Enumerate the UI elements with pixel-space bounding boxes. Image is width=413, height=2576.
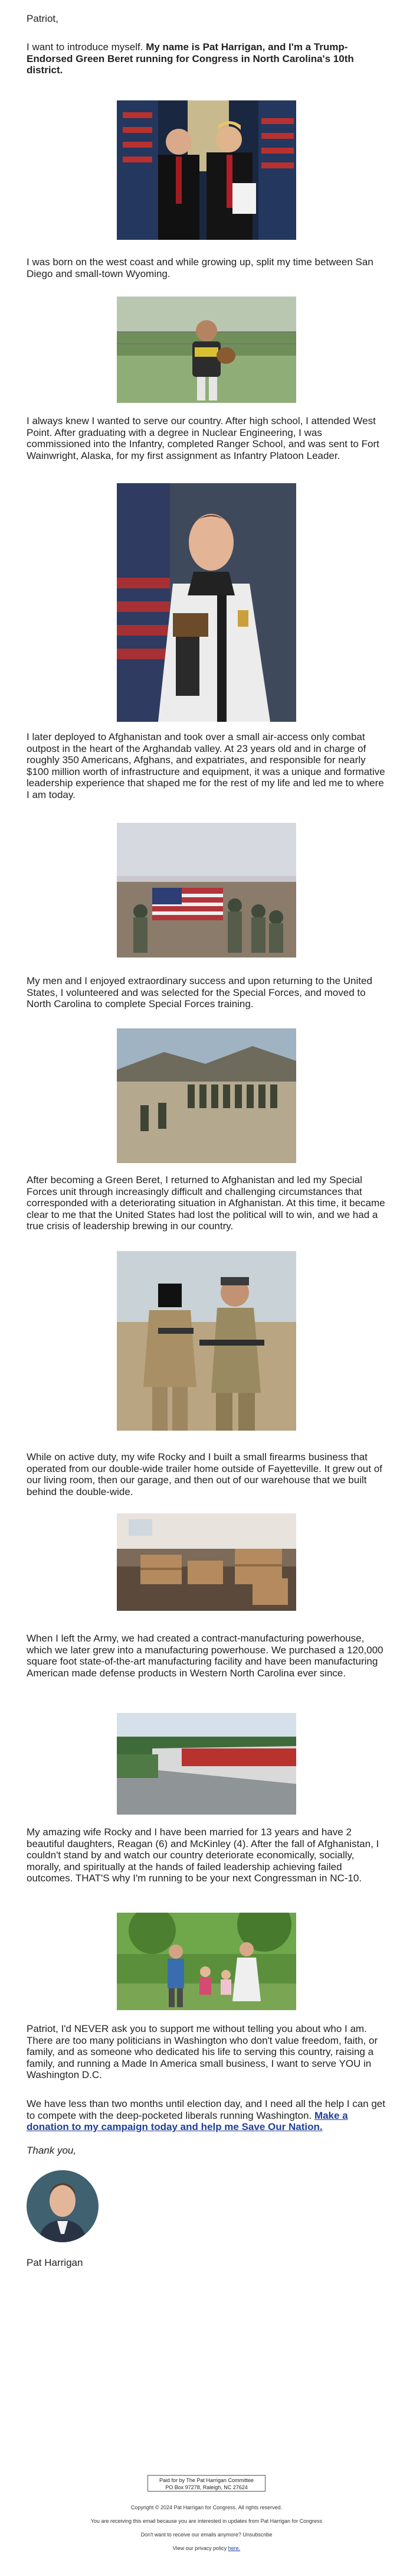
intro-lead: I want to introduce myself. [27,41,146,53]
intro-bold: My name is Pat Harrigan, and I'm a Trump-Endorsed Green Beret running for Congress in North Carolina's 10th district. [27,41,354,76]
donate-link[interactable]: Make a donation to my campaign today and help me Save Our Nation. [27,2109,348,2132]
privacy-prefix: View our privacy policy [172,2545,228,2551]
photo-childhood [117,297,296,403]
privacy-policy-link[interactable]: here. [228,2545,241,2551]
privacy-policy-line [0,2545,413,2551]
paragraph-1: I was born on the west coast and while growing up, split my time between San Diego and small-town Wyoming. [27,256,373,279]
signature-name: Pat Harrigan [27,2257,83,2268]
paragraph-3: I later deployed to Afghanistan and took over a small air-access only combat outpost in the heart of the Arghandab valley. At 23 years old and in charge of roughly 350 Americans, Afghans, and expatriates, and responsible for nearly $100 million worth of infrastructure and equipment, it was a unique and formative leadership experience that shaped me for the rest of my life and led me to where I am today. [27,731,385,800]
candidate-avatar [27,2170,99,2242]
paragraph-2: I always knew I wanted to serve our country. After high school, I attended West Point. After graduating with a degree in Nuclear Engineering, I was commissioned into the Infantry, completed Ranger School, and was sent to Fort Wainwright, Alaska, for my first assignment as Infantry Platoon Leader. [27,415,379,461]
greeting: Patriot, [27,13,58,24]
subscription-reason: You are receiving this email because you are interested in updates from Pat Harrigan for Congress [90,2518,323,2524]
closing-paragraph [27,2098,388,2133]
paid-for-line-1: Paid for by The Pat Harrigan Committee [159,2477,254,2483]
paragraph-9: Patriot, I'd NEVER ask you to support me without telling you about who I am. There are too many politicians in Washington who don't value freedom, faith, or family, and as someone who dedicated his life to serving this country, raising a family, and running a Made In America small business, I want to serve YOU in Washington D.C. [27,2023,378,2080]
paragraph-5: After becoming a Green Beret, I returned to Afghanistan and led my Special Forces unit through increasingly difficult and challenging circumstances that corresponded with a deteriorating situation in Afghanistan. At this time, it became clear to me that the United States had lost the political will to win, and we had a true crisis of leadership brewing in our country. [27,1174,385,1232]
paid-for-line-2: PO Box 97278, Raleigh, NC 27624 [165,2484,248,2490]
photo-trump-endorsement [117,100,296,240]
photo-manufacturing-facility [117,1713,296,1815]
paragraph-6: While on active duty, my wife Rocky and I built a small firearms business that operated from our double-wide trailer home outside of Fayetteville. It grew out of our living room, then our garage, and then out of our warehouse that we built behind the double-wide. [27,1451,382,1497]
paid-for-box [148,2475,266,2492]
paragraph-8: My amazing wife Rocky and I have been married for 13 years and have 2 beautiful daughters, Reagan (6) and McKinley (4). After the fall of Afghanistan, I couldn't stand by and watch our country deteriorate economically, socially, morally, and spiritually at the hands of failed leadership achieving failed outcomes. THAT'S why I'm running to be your next Congressman in NC-10. [27,1826,379,1884]
unsubscribe-text[interactable]: Don't want to receive our emails anymore? Unsubscribe [140,2532,273,2538]
photo-special-forces-training [117,1028,296,1163]
closing-text: We have less than two months until election day, and I need all the help I can get to compete with the deep-pocketed liberals running Washington. [27,2098,385,2121]
photo-family [117,1913,296,2010]
photo-firearms-business [117,1513,296,1611]
photo-green-beret-afghanistan [117,1251,296,1431]
intro-paragraph [27,41,388,76]
signoff: Thank you, [27,2145,77,2156]
copyright-text: Copyright © 2024 Pat Harrigan for Congress. All rights reserved. [130,2505,283,2510]
paragraph-7: When I left the Army, we had created a contract-manufacturing powerhouse, which we later grew into a manufacturing powerhouse. We purchased a 120,000 square foot state-of-the-art manufacturing facility and have been manufacturing American made defense products in Western North Carolina ever since. [27,1633,384,1679]
photo-west-point [117,483,296,722]
paragraph-4: My men and I enjoyed extraordinary success and upon returning to the United States, I volunteered and was selected for the Special Forces, and moved to North Carolina to complete Special Forces training. [27,975,372,1009]
photo-afghanistan-ceremony [117,823,296,958]
